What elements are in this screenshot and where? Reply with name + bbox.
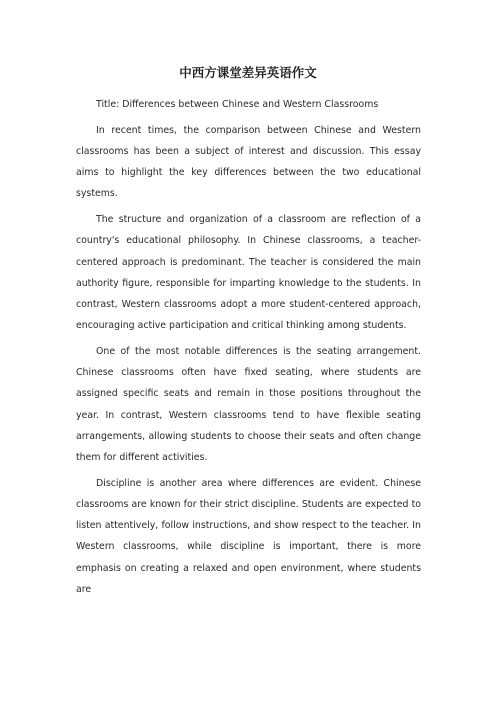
paragraph-discipline: Discipline is another area where differences are evident. Chinese classrooms are known for their strict discipline. Students are expected to listen attentively, follow instructions, and show respect to the teacher. In Western classrooms, while discipline is important, there is more emphasis on creating a relaxed and open environment, where students are [76, 477, 421, 595]
paragraph-classroom-structure: The structure and organization of a classroom are reflection of a country's educational philosophy. In Chinese classrooms, a teacher-centered approach is predominant. The teacher is considered the main authority figure, responsible for imparting knowledge to the students. In contrast, Western classrooms adopt a more student-centered approach, encouraging active participation and critical thinking among students. [76, 214, 421, 332]
paragraph-introduction: In recent times, the comparison between Chinese and Western classrooms has been a subject of interest and discussion. This essay aims to highlight the key differences between the two educational systems. [76, 124, 421, 200]
document-body [76, 94, 421, 605]
paragraph-seating-arrangement: One of the most notable differences is the seating arrangement. Chinese classrooms often have fixed seating, where students are assigned specific seats and remain in those positions throughout the year. In contrast, Western classrooms tend to have flexible seating arrangements, allowing students to choose their seats and often change them for different activities. [76, 346, 421, 464]
document-heading: 中西方课堂差异英语作文 [179, 65, 317, 80]
essay-title-paragraph: Title: Differences between Chinese and Western Classrooms [96, 99, 379, 110]
